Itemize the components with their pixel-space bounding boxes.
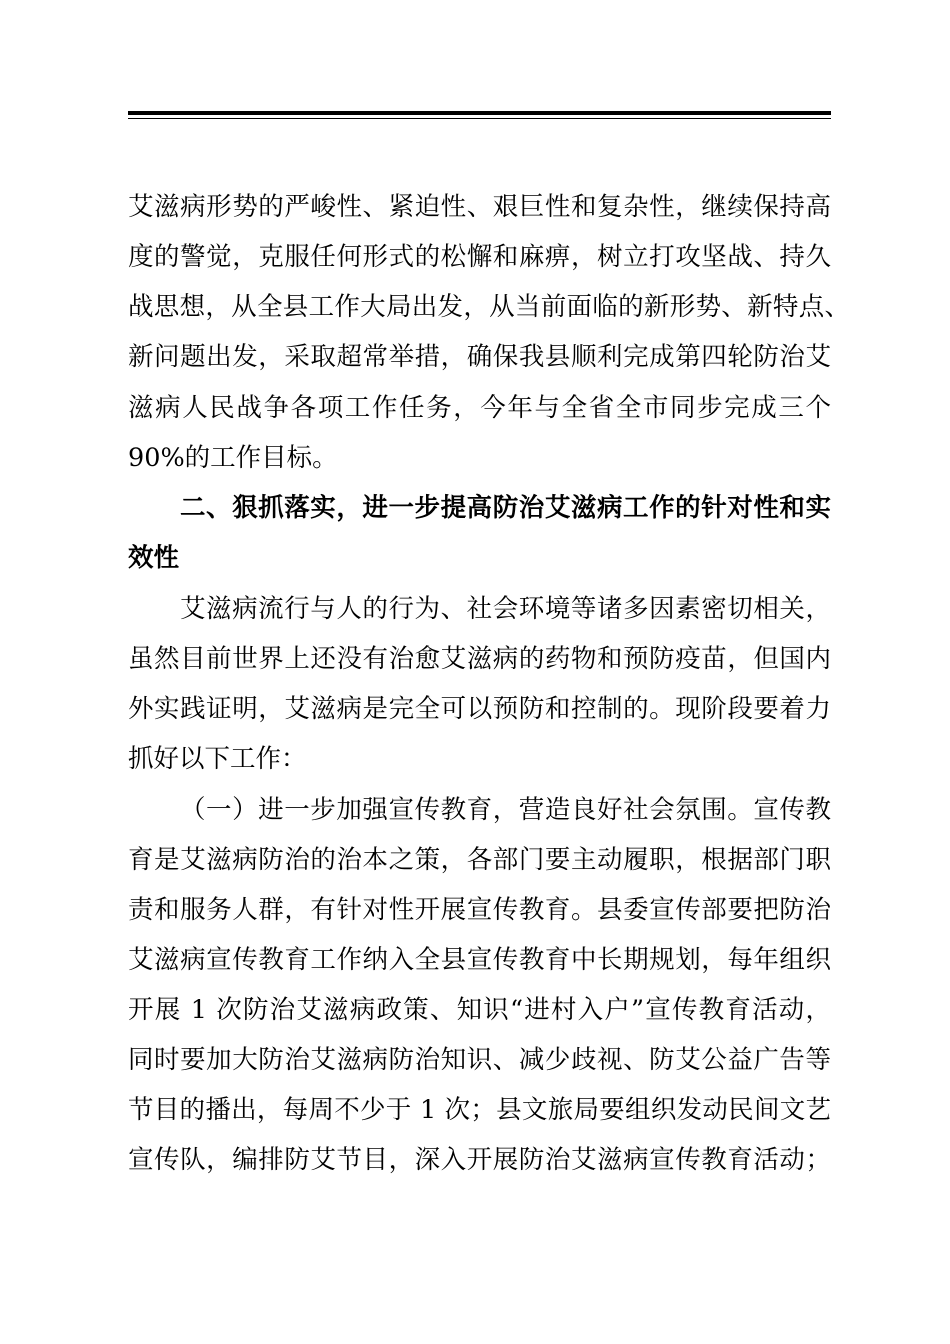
text-line: 度的警觉，克服任何形式的松懈和麻痹，树立打攻坚战、持久 bbox=[128, 242, 831, 272]
section-heading: 二、狠抓落实，进一步提高防治艾滋病工作的针对性和实 bbox=[180, 493, 831, 523]
text-line: 艾滋病宣传教育工作纳入全县宣传教育中长期规划，每年组织 bbox=[128, 945, 831, 975]
text-line: 责和服务人群，有针对性开展宣传教育。县委宣传部要把防治 bbox=[128, 895, 831, 925]
header-rule-thin bbox=[128, 118, 831, 119]
text-line: 开展 1 次防治艾滋病政策、知识“进村入户”宣传教育活动， bbox=[128, 995, 831, 1025]
header-rule-thick bbox=[128, 111, 831, 115]
text-line: 90%的工作目标。 bbox=[128, 443, 338, 473]
text-line: 艾滋病形势的严峻性、紧迫性、艰巨性和复杂性，继续保持高 bbox=[128, 192, 831, 222]
text-line: 外实践证明，艾滋病是完全可以预防和控制的。现阶段要着力 bbox=[128, 694, 831, 724]
text-line: 同时要加大防治艾滋病防治知识、减少歧视、防艾公益广告等 bbox=[128, 1045, 831, 1075]
text-line: 抓好以下工作： bbox=[128, 744, 307, 774]
text-line: 新问题出发，采取超常举措，确保我县顺利完成第四轮防治艾 bbox=[128, 342, 831, 372]
subsection-line: （一）进一步加强宣传教育，营造良好社会氛围。宣传教 bbox=[180, 795, 831, 825]
text-line: 节目的播出，每周不少于 1 次；县文旅局要组织发动民间文艺 bbox=[128, 1095, 831, 1125]
text-line: 宣传队，编排防艾节目，深入开展防治艾滋病宣传教育活动； bbox=[128, 1145, 831, 1175]
text-line: 育是艾滋病防治的治本之策，各部门要主动履职，根据部门职 bbox=[128, 845, 831, 875]
text-line: 虽然目前世界上还没有治愈艾滋病的药物和预防疫苗，但国内 bbox=[128, 644, 831, 674]
text-line: 艾滋病流行与人的行为、社会环境等诸多因素密切相关， bbox=[180, 594, 831, 624]
text-line: 滋病人民战争各项工作任务，今年与全省全市同步完成三个 bbox=[128, 393, 831, 423]
text-line: 战思想，从全县工作大局出发，从当前面临的新形势、新特点、 bbox=[128, 292, 850, 322]
section-heading-continued: 效性 bbox=[128, 543, 180, 573]
